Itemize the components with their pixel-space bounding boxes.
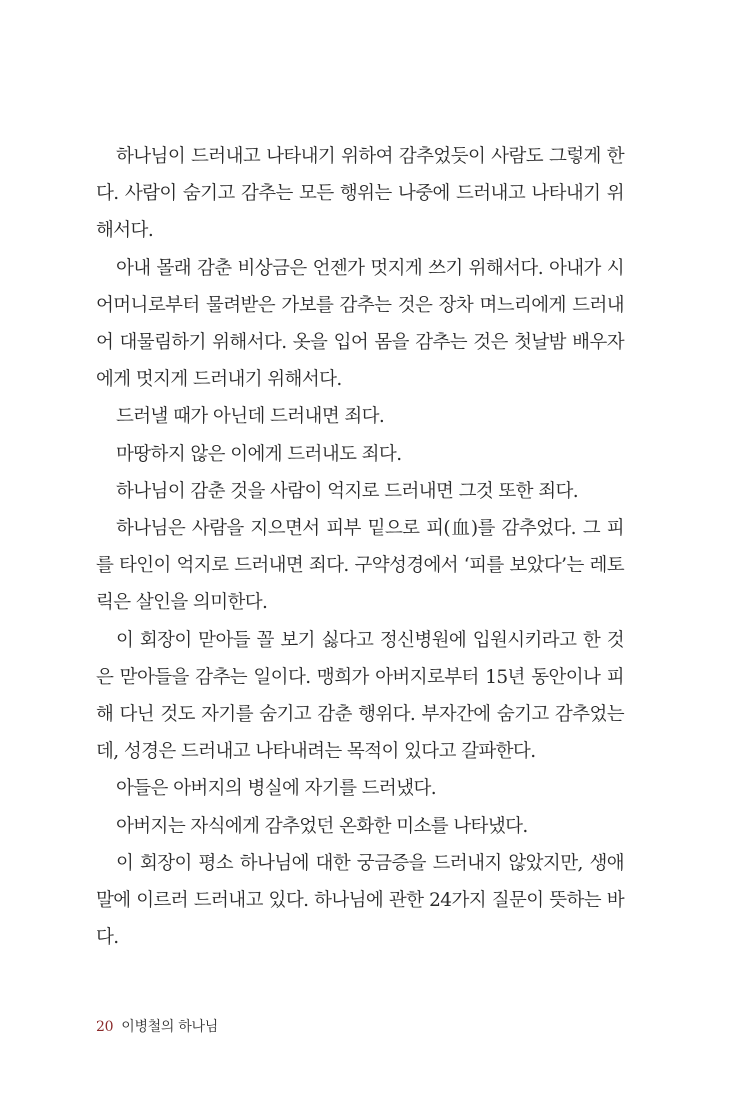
- body-text: [96, 138, 624, 956]
- book-title: 이병철의 하나님: [121, 1019, 218, 1035]
- page-footer: [96, 1016, 218, 1036]
- paragraph: 아내 몰래 감춘 비상금은 언젠가 멋지게 쓰기 위해서다. 아내가 시어머니로부터 물려받은 가보를 감추는 것은 장차 며느리에게 드러내어 대물림하기 위해서다. 옷을 입어 몸을 감추는 것은 첫날밤 배우자에게 멋지게 드러내기 위해서다.: [96, 257, 624, 391]
- paragraph: 아버지는 자식에게 감추었던 온화한 미소를 나타냈다.: [116, 815, 528, 837]
- paragraph: 하나님이 감춘 것을 사람이 억지로 드러내면 그것 또한 죄다.: [116, 480, 579, 502]
- paragraph: 아들은 아버지의 병실에 자기를 드러냈다.: [116, 778, 437, 800]
- paragraph: 드러낼 때가 아닌데 드러내면 죄다.: [116, 406, 385, 428]
- paragraph: 하나님은 사람을 지으면서 피부 밑으로 피(血)를 감추었다. 그 피를 타인이 억지로 드러내면 죄다. 구약성경에서 ‘피를 보았다’는 레토릭은 살인을 의미한다.: [96, 518, 624, 614]
- paragraph: 이 회장이 평소 하나님에 대한 궁금증을 드러내지 않았지만, 생애 말에 이르러 드러내고 있다. 하나님에 관한 24가지 질문이 뜻하는 바다.: [96, 852, 624, 949]
- paragraph: 마땅하지 않은 이에게 드러내도 죄다.: [116, 443, 402, 465]
- paragraph: 하나님이 드러내고 나타내기 위하여 감추었듯이 사람도 그렇게 한다. 사람이 숨기고 감추는 모든 행위는 나중에 드러내고 나타내기 위해서다.: [96, 146, 624, 242]
- paragraph: 이 회장이 맏아들 꼴 보기 싫다고 정신병원에 입원시키라고 한 것은 맏아들을 감추는 일이다. 맹희가 아버지로부터 15년 동안이나 피해 다닌 것도 자기를 숨기고 감춘 행위다. 부자간에 숨기고 감추었는데, 성경은 드러내고 나타내려는 목적이 있다고 갈파한다.: [96, 629, 624, 763]
- page-number: 20: [96, 1019, 114, 1035]
